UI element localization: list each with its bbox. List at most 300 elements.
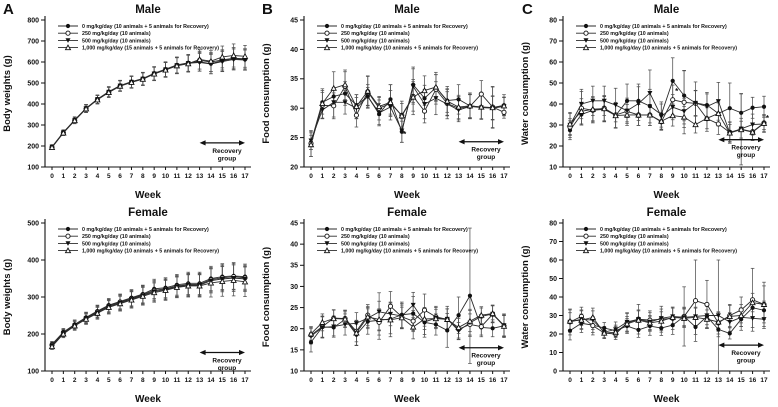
chart-food-consumption-female [259,203,518,407]
marker-filled-circle [682,94,686,98]
y-tick-label: 500 [27,220,39,228]
x-tick-label: 9 [670,377,675,384]
x-tick-label: 6 [377,173,381,180]
x-tick-label: 2 [331,173,336,180]
marker-open-circle [66,31,70,35]
marker-filled-circle [636,328,640,332]
x-tick-label: 0 [50,173,54,180]
x-tick-label: 0 [309,173,313,180]
x-tick-label: 12 [703,377,711,384]
series-line [52,276,245,344]
y-tick-label: 400 [27,101,39,109]
legend-label: 250 mg/kg/day (10 animals) [600,31,669,38]
significance-asterisk: * [403,130,407,140]
marker-open-triangle [502,103,507,108]
series-line [52,278,245,346]
x-tick-label: 7 [388,173,393,180]
series-markers [50,56,247,149]
cell-water-male [518,0,778,203]
marker-filled-circle [456,97,460,101]
x-tick-label: 16 [230,377,238,384]
x-tick-label: 9 [152,377,156,384]
marker-open-triangle [243,279,248,284]
x-axis-label: Week [394,394,420,405]
y-tick-label: 600 [27,59,39,67]
marker-open-circle [584,31,588,35]
x-tick-label: 17 [500,377,508,384]
y-tick-label: 50 [549,80,557,88]
y-tick-label: 30 [549,312,557,320]
marker-open-circle [682,100,686,104]
x-tick-label: 13 [454,173,463,180]
marker-open-triangle [682,115,687,120]
marker-filled-circle [625,99,629,103]
legend [576,24,737,52]
y-tick-label: 20 [549,331,557,339]
marker-open-triangle [670,113,675,118]
x-tick-label: 6 [118,377,122,384]
marker-open-circle [66,234,70,238]
x-tick-label: 5 [365,377,370,384]
series-markers [309,84,507,143]
series-markers [50,53,248,150]
y-tick-label: 70 [549,38,557,46]
chart-root [2,4,251,201]
x-tick-label: 7 [129,377,134,384]
y-tick-label: 35 [290,76,298,84]
y-tick-label: 70 [549,238,557,246]
marker-open-triangle [584,248,589,253]
marker-open-circle [591,324,595,328]
marker-filled-circle [750,306,754,310]
x-tick-label: 11 [692,173,699,180]
y-tick-label: 80 [549,220,557,228]
x-tick-label: 6 [377,377,381,384]
x-tick-label: 17 [760,173,768,180]
legend-label: 500 mg/kg/day (10 animals) [600,38,669,45]
series-markers [568,98,766,135]
error-bars [50,263,247,348]
series-line [311,86,504,143]
panel-label-a: A [3,1,14,18]
x-tick-label: 13 [714,173,722,180]
recovery-label-line2: group [476,154,496,162]
x-tick-label: 5 [365,173,370,180]
legend [317,24,478,52]
marker-open-triangle [66,248,71,253]
x-tick-label: 15 [737,377,745,384]
x-tick-label: 6 [636,377,641,384]
x-tick-label: 16 [748,377,757,384]
arrowhead-left [718,343,724,348]
arrowhead-right [498,345,504,350]
x-tick-label: 17 [760,377,768,384]
y-tick-label: 700 [27,38,39,46]
x-tick-label: 9 [411,173,415,180]
marker-open-triangle [325,248,330,253]
x-tick-label: 17 [241,377,249,384]
x-axis-label: Week [653,190,680,201]
series-line [311,85,504,143]
marker-open-triangle [208,59,213,64]
legend-label: 500 mg/kg/day (10 animals) [600,241,669,248]
marker-filled-circle [568,329,572,333]
x-tick-label: 12 [184,173,192,180]
x-tick-label: 16 [489,173,497,180]
series-markers [568,298,766,336]
x-tick-label: 2 [72,377,77,384]
x-tick-label: 8 [141,173,145,180]
recovery-arrow [459,345,504,367]
series-markers [309,82,507,147]
x-tick-label: 14 [207,377,215,384]
x-tick-label: 7 [648,377,652,384]
x-tick-label: 14 [466,377,474,384]
y-tick-label: 40 [549,101,557,109]
marker-open-triangle [220,279,225,284]
x-tick-label: 11 [432,377,440,384]
series-markers [50,278,248,349]
x-tick-label: 0 [568,377,572,384]
x-tick-label: 1 [579,377,584,384]
legend-label: 500 mg/kg/day (10 animals) [341,38,410,45]
x-tick-label: 15 [218,377,226,384]
x-axis-label: Week [135,394,161,405]
error-bars [309,70,506,156]
x-tick-label: 13 [195,173,204,180]
marker-open-circle [502,110,506,114]
recovery-label-line2: group [736,152,756,160]
marker-filled-triangle-down [727,320,732,325]
error-bars [568,260,766,346]
recovery-label-line2: group [217,155,237,163]
chart-root [520,207,770,405]
y-tick-label: 45 [290,220,298,228]
x-tick-label: 12 [184,377,192,384]
y-tick-label: 25 [290,135,298,142]
x-tick-label: 12 [443,377,451,384]
recovery-arrow [200,140,245,162]
chart-title: Female [128,207,168,219]
chart-water-consumption-male [518,0,778,203]
marker-filled-circle [422,96,426,100]
marker-open-triangle [231,53,236,58]
arrowhead-left [459,345,465,350]
x-tick-label: 10 [420,173,429,180]
series-line [570,100,764,133]
y-tick-label: 60 [549,59,557,67]
y-tick-label: 10 [549,164,557,172]
marker-open-triangle [422,316,427,321]
marker-filled-circle [491,326,495,330]
chart-root [261,207,510,405]
y-tick-label: 15 [290,347,298,355]
recovery-label-line2: group [736,357,756,365]
y-tick-label: 40 [290,46,298,54]
x-tick-label: 11 [692,377,699,384]
error-bars [50,44,247,150]
arrowhead-right [498,139,504,144]
x-tick-label: 10 [420,377,429,384]
marker-filled-circle [434,322,438,326]
x-tick-label: 4 [613,377,618,384]
marker-filled-circle [309,340,313,344]
x-tick-label: 12 [703,173,711,180]
x-tick-label: 1 [320,377,325,384]
marker-open-circle [693,299,697,303]
series-markers [309,84,506,145]
marker-filled-circle [343,91,347,95]
marker-open-triangle [467,319,472,324]
x-tick-label: 10 [680,377,688,384]
y-tick-label: 45 [290,17,298,25]
legend-label: 250 mg/kg/day (10 animals) [82,31,151,38]
legend-label: 0 mg/kg/day (10 animals + 5 animals for Recovery) [600,23,727,30]
legend-label: 1,000 mg/kg/day (10 animals + 5 animals for Recovery) [341,45,479,52]
arrowhead-left [459,139,465,144]
x-tick-label: 7 [388,377,393,384]
x-tick-label: 7 [648,173,652,180]
x-tick-label: 11 [173,377,181,384]
x-tick-label: 8 [659,377,664,384]
x-tick-label: 2 [72,173,77,180]
marker-open-triangle [66,45,71,50]
series-markers [50,57,247,150]
x-tick-label: 3 [602,377,607,384]
y-tick-label: 200 [27,331,39,339]
marker-filled-circle [648,104,652,108]
recovery-label-line1: Recovery [471,146,501,154]
y-tick-label: 500 [27,80,39,88]
marker-open-triangle [197,57,202,62]
x-tick-label: 6 [118,173,122,180]
x-tick-label: 16 [748,173,757,180]
x-tick-label: 13 [714,377,722,384]
y-axis-label: Body weights (g) [2,55,13,132]
marker-filled-circle [584,227,588,231]
recovery-label-line1: Recovery [212,357,242,365]
series-markers [309,304,506,337]
y-tick-label: 30 [549,122,557,130]
marker-open-triangle [584,45,589,50]
series-markers [568,79,766,133]
y-tick-label: 200 [27,143,39,151]
marker-filled-triangle-down [433,96,438,101]
legend-label: 0 mg/kg/day (10 animals + 5 animals for Recovery) [82,23,209,30]
marker-open-circle [325,31,329,35]
marker-open-circle [422,308,426,312]
x-tick-label: 5 [106,377,111,384]
x-tick-label: 0 [309,377,313,384]
marker-open-circle [705,302,709,306]
y-tick-label: 0 [553,368,557,376]
x-tick-label: 0 [50,377,54,384]
significance-asterisk: * [765,114,769,124]
x-tick-label: 8 [400,377,404,384]
x-tick-label: 1 [320,173,325,180]
series-line [52,280,245,346]
x-tick-label: 16 [230,173,238,180]
y-axis-label: Food consumption (g) [261,43,272,144]
legend [58,227,219,255]
x-tick-label: 3 [343,173,347,180]
marker-filled-circle [693,325,697,329]
marker-open-circle [422,109,426,113]
x-tick-label: 4 [95,377,100,384]
x-tick-label: 3 [84,173,88,180]
x-tick-label: 3 [602,173,607,180]
y-tick-label: 50 [549,275,557,283]
series-line [570,303,764,334]
marker-open-triangle [456,325,461,330]
x-tick-label: 14 [726,377,734,384]
marker-open-triangle [365,89,370,94]
marker-filled-triangle-down [636,101,641,106]
marker-open-triangle [590,107,595,112]
series-markers [309,83,506,145]
chart-food-consumption-male [259,0,518,203]
chart-body-weights-male [0,0,259,203]
x-tick-label: 5 [625,377,629,384]
marker-filled-triangle-down [388,105,393,110]
x-axis-label: Week [653,394,680,405]
x-tick-label: 14 [726,173,734,180]
x-tick-label: 9 [670,173,675,180]
marker-filled-circle [728,331,732,335]
x-tick-label: 13 [454,377,463,384]
marker-open-triangle [343,82,348,87]
y-tick-label: 40 [549,294,557,302]
x-tick-label: 11 [432,173,440,180]
marker-open-circle [354,113,358,117]
x-axis-label: Week [135,190,161,201]
x-tick-label: 15 [737,173,745,180]
x-tick-label: 3 [343,377,347,384]
x-tick-label: 17 [500,173,508,180]
arrowhead-left [718,137,724,142]
legend-label: 0 mg/kg/day (10 animals + 5 animals for Recovery) [341,23,468,30]
marker-open-triangle [220,54,225,59]
legend-label: 250 mg/kg/day (10 animals) [341,31,410,38]
legend-label: 1,000 mg/kg/day (10 animals + 5 animals for Recovery) [600,45,738,52]
legend-label: 1,000 mg/kg/day (15 animals + 5 animals for Recovery) [82,45,220,52]
y-tick-label: 100 [27,368,39,376]
x-tick-label: 9 [411,377,415,384]
legend [58,24,219,52]
marker-filled-circle [325,24,329,28]
recovery-label-line1: Recovery [731,144,761,152]
x-tick-label: 5 [106,173,111,180]
y-axis-label: Body weights (g) [2,258,13,336]
marker-filled-triangle-down [422,102,427,107]
y-tick-label: 10 [290,368,298,376]
chart-title: Male [653,4,680,16]
series-line [52,55,245,147]
x-tick-label: 10 [680,173,688,180]
marker-filled-circle [66,227,70,231]
cell-body-weight-female [0,203,259,407]
marker-open-circle [411,319,415,323]
x-tick-label: 7 [129,173,134,180]
chart-root [2,207,251,405]
series-line [52,277,245,345]
series-line [311,85,504,145]
x-tick-label: 1 [61,377,66,384]
chart-root [261,4,510,201]
chart-body-weights-female [0,203,259,407]
series-markers [50,275,247,348]
y-tick-label: 20 [290,164,298,172]
series-line [311,313,504,333]
marker-filled-circle [750,106,754,110]
marker-open-circle [739,308,743,312]
marker-open-triangle [568,319,573,324]
marker-filled-circle [671,323,675,327]
y-tick-label: 30 [290,283,298,291]
chart-title: Male [135,4,161,16]
marker-open-circle [671,98,675,102]
legend-label: 1,000 mg/kg/day (10 animals + 5 animals for Recovery) [600,248,738,255]
marker-open-circle [716,122,720,126]
y-tick-label: 35 [290,262,298,270]
series-markers [50,276,248,348]
legend-label: 250 mg/kg/day (10 animals) [341,234,410,241]
y-tick-label: 60 [549,257,557,265]
legend-label: 0 mg/kg/day (10 animals + 5 animals for Recovery) [600,226,727,233]
x-tick-label: 8 [659,173,664,180]
marker-filled-circle [584,24,588,28]
recovery-label-line1: Recovery [212,147,242,155]
x-tick-label: 16 [489,377,497,384]
series-markers [50,57,248,149]
x-tick-label: 4 [95,173,100,180]
panel-label-b: B [262,1,273,18]
x-tick-label: 14 [466,173,474,180]
x-tick-label: 15 [477,173,485,180]
series-markers [568,306,766,336]
x-tick-label: 2 [591,173,595,180]
recovery-arrow [459,139,504,161]
y-tick-label: 25 [290,304,298,312]
x-tick-label: 4 [613,173,618,180]
x-tick-label: 14 [207,173,215,180]
marker-filled-circle [602,326,606,330]
y-axis-label: Water consumption (g) [520,41,531,146]
y-tick-label: 30 [290,105,298,113]
marker-open-triangle [325,45,330,50]
marker-open-triangle [693,122,698,127]
marker-filled-circle [468,294,472,298]
marker-open-triangle [422,88,427,93]
y-tick-label: 400 [27,257,39,265]
chart-title: Male [394,4,420,16]
legend-label: 500 mg/kg/day (10 animals) [82,38,151,45]
marker-filled-triangle-down [613,103,618,108]
panel-label-c: C [522,1,533,18]
legend-label: 0 mg/kg/day (10 animals + 5 animals for Recovery) [82,226,209,233]
legend [317,227,478,255]
marker-open-circle [479,92,483,96]
x-tick-label: 4 [354,377,359,384]
marker-filled-circle [716,327,720,331]
legend-label: 500 mg/kg/day (10 animals) [82,241,151,248]
marker-filled-circle [739,111,743,115]
marker-filled-circle [762,105,766,109]
x-tick-label: 1 [579,173,584,180]
arrowhead-left [200,140,206,145]
marker-open-circle [584,234,588,238]
x-tick-label: 10 [161,173,170,180]
